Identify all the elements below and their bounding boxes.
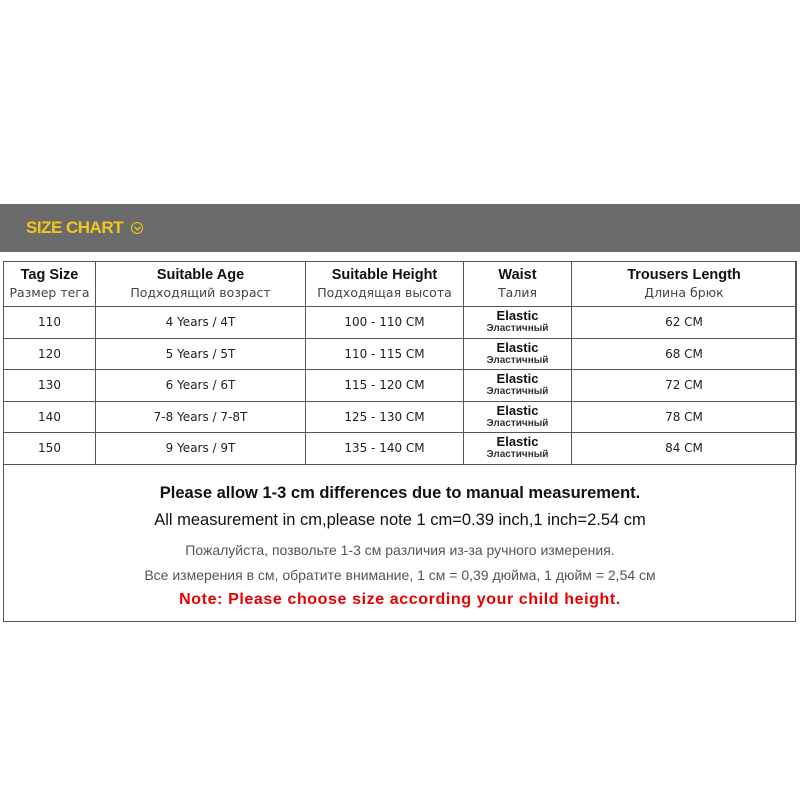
cell-waist bbox=[464, 338, 572, 370]
header-label-ru: Длина брюк bbox=[644, 285, 724, 300]
header-waist bbox=[464, 262, 572, 307]
note-measurement-difference-ru: Пожалуйста, позвольте 1-3 см различия из-за ручного измерения. bbox=[185, 542, 615, 558]
cell-length: 68 CM bbox=[572, 338, 797, 370]
header-label-en: Tag Size bbox=[20, 267, 79, 283]
header-label-ru: Подходящий возраст bbox=[130, 285, 271, 300]
banner-title: SIZE CHART bbox=[26, 218, 123, 237]
header-label-ru: Размер тега bbox=[9, 285, 90, 300]
header-tag-size bbox=[4, 262, 96, 307]
cell-age: 5 Years / 5T bbox=[96, 338, 306, 370]
header-label-en: Trousers Length bbox=[627, 267, 741, 283]
waist-en: Elastic bbox=[496, 402, 539, 418]
cell-age: 9 Years / 9T bbox=[96, 433, 306, 465]
cell-waist bbox=[464, 401, 572, 433]
cell-waist bbox=[464, 370, 572, 402]
cell-tag-size: 110 bbox=[4, 307, 96, 339]
note-measurement-difference: Please allow 1-3 cm differences due to manual measurement. bbox=[159, 484, 641, 502]
table-header-row bbox=[4, 262, 797, 307]
header-label-ru: Подходящая высота bbox=[317, 285, 452, 300]
cell-waist bbox=[464, 307, 572, 339]
size-table bbox=[3, 261, 797, 465]
cell-tag-size: 130 bbox=[4, 370, 96, 402]
waist-en: Elastic bbox=[496, 371, 539, 387]
cell-age: 4 Years / 4T bbox=[96, 307, 306, 339]
waist-ru: Эластичный bbox=[486, 417, 549, 429]
waist-en: Elastic bbox=[496, 339, 539, 355]
cell-tag-size: 140 bbox=[4, 401, 96, 433]
waist-ru: Эластичный bbox=[486, 323, 549, 335]
header-label-en: Suitable Age bbox=[156, 267, 245, 283]
cell-height: 115 - 120 CM bbox=[306, 370, 464, 402]
header-suitable-age bbox=[96, 262, 306, 307]
table-row bbox=[4, 370, 797, 402]
note-unit-conversion-ru: Все измерения в см, обратите внимание, 1 см = 0,39 дюйма, 1 дюйм = 2,54 см bbox=[144, 567, 656, 583]
cell-age: 7-8 Years / 7-8T bbox=[96, 401, 306, 433]
cell-tag-size: 150 bbox=[4, 433, 96, 465]
note-unit-conversion: All measurement in cm,please note 1 cm=0.39 inch,1 inch=2.54 cm bbox=[154, 511, 646, 529]
note-choose-size: Note: Please choose size according your child height. bbox=[179, 591, 621, 608]
header-suitable-height bbox=[306, 262, 464, 307]
cell-waist bbox=[464, 433, 572, 465]
header-label-en: Suitable Height bbox=[331, 267, 438, 283]
cell-length: 78 CM bbox=[572, 401, 797, 433]
cell-age: 6 Years / 6T bbox=[96, 370, 306, 402]
table-row bbox=[4, 338, 797, 370]
size-chart-banner bbox=[0, 204, 800, 252]
table-row bbox=[4, 307, 797, 339]
waist-ru: Эластичный bbox=[486, 449, 549, 461]
cell-height: 100 - 110 CM bbox=[306, 307, 464, 339]
cell-height: 135 - 140 CM bbox=[306, 433, 464, 465]
cell-height: 110 - 115 CM bbox=[306, 338, 464, 370]
waist-ru: Эластичный bbox=[486, 386, 549, 398]
header-label-en: Waist bbox=[498, 267, 537, 283]
chevron-down-circle-icon bbox=[131, 222, 143, 234]
waist-en: Elastic bbox=[496, 434, 539, 450]
cell-length: 84 CM bbox=[572, 433, 797, 465]
cell-length: 72 CM bbox=[572, 370, 797, 402]
waist-en: Elastic bbox=[496, 308, 539, 324]
table-row bbox=[4, 401, 797, 433]
waist-ru: Эластичный bbox=[486, 354, 549, 366]
cell-tag-size: 120 bbox=[4, 338, 96, 370]
table-row bbox=[4, 433, 797, 465]
cell-height: 125 - 130 CM bbox=[306, 401, 464, 433]
header-label-ru: Талия bbox=[498, 285, 537, 300]
cell-length: 62 CM bbox=[572, 307, 797, 339]
header-trousers-length bbox=[572, 262, 797, 307]
